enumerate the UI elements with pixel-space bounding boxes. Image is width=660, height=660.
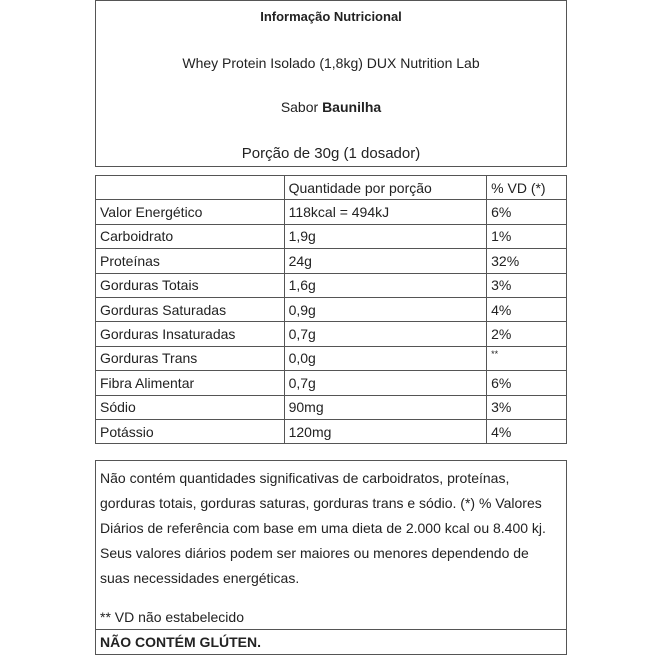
nutrient-amount: 120mg <box>284 419 487 443</box>
nutrient-name: Fibra Alimentar <box>96 371 285 395</box>
nutrient-vd: 4% <box>487 419 567 443</box>
table-row <box>96 297 567 321</box>
header-cell-amount: Quantidade por porção <box>284 176 487 200</box>
nutrient-vd: 6% <box>487 371 567 395</box>
nutrient-name: Gorduras Totais <box>96 273 285 297</box>
gluten-notice: NÃO CONTÉM GLÚTEN. <box>95 629 567 655</box>
nutrient-name: Proteínas <box>96 249 285 273</box>
table-row <box>96 200 567 224</box>
nutrition-table <box>95 175 567 444</box>
nutrient-amount: 0,7g <box>284 371 487 395</box>
nutrient-amount: 0,9g <box>284 297 487 321</box>
table-row <box>96 322 567 346</box>
nutrient-amount: 1,6g <box>284 273 487 297</box>
notes-box <box>95 460 567 629</box>
nutrient-vd: 3% <box>487 395 567 419</box>
portion-size: Porção de 30g (1 dosador) <box>241 145 421 162</box>
nutrient-name: Sódio <box>96 395 285 419</box>
nutrient-name: Valor Energético <box>96 200 285 224</box>
table-row <box>96 346 567 370</box>
header-cell-vd: % VD (*) <box>487 176 567 200</box>
nutrient-vd: 4% <box>487 297 567 321</box>
nutrient-amount: 90mg <box>284 395 487 419</box>
disclaimer-text: Não contém quantidades significativas de carboidratos, proteínas, gorduras totais, gorduras saturas, gorduras trans e sódio. (*) % Valores Diários de referência com base em uma dieta de 2.000 kcal ou 8.400 kj. Seus valores diários podem ser maiores ou menores dependendo de suas necessidades energéticas. <box>100 470 546 586</box>
nutrient-amount: 1,9g <box>284 224 487 248</box>
header-cell-nutrient <box>96 176 285 200</box>
nutrient-name: Gorduras Trans <box>96 346 285 370</box>
nutrient-vd: 2% <box>487 322 567 346</box>
vd-note: ** VD não estabelecido <box>100 609 244 625</box>
nutrient-name: Gorduras Saturadas <box>96 297 285 321</box>
nutrient-name: Carboidrato <box>96 224 285 248</box>
nutrient-vd: 1% <box>487 224 567 248</box>
nutrient-amount: 24g <box>284 249 487 273</box>
nutrition-header <box>95 0 567 167</box>
flavor-line <box>96 99 566 115</box>
nutrient-amount: 0,7g <box>284 322 487 346</box>
nutrient-vd: 32% <box>487 249 567 273</box>
nutrient-amount: 0,0g <box>284 346 487 370</box>
product-name: Whey Protein Isolado (1,8kg) DUX Nutrition Lab <box>182 55 480 71</box>
table-header-row <box>96 176 567 200</box>
nutrient-vd: ** <box>487 346 567 370</box>
nutrient-name: Potássio <box>96 419 285 443</box>
table-row <box>96 273 567 297</box>
nutrition-title: Informação Nutricional <box>260 9 402 24</box>
nutrient-name: Gorduras Insaturadas <box>96 322 285 346</box>
table-row <box>96 419 567 443</box>
flavor-label: Sabor <box>280 99 319 115</box>
table-row <box>96 371 567 395</box>
table-row <box>96 249 567 273</box>
flavor-value: Baunilha <box>322 99 382 115</box>
table-row <box>96 224 567 248</box>
table-row <box>96 395 567 419</box>
nutrient-vd: 6% <box>487 200 567 224</box>
nutrient-vd: 3% <box>487 273 567 297</box>
nutrient-amount: 118kcal = 494kJ <box>284 200 487 224</box>
